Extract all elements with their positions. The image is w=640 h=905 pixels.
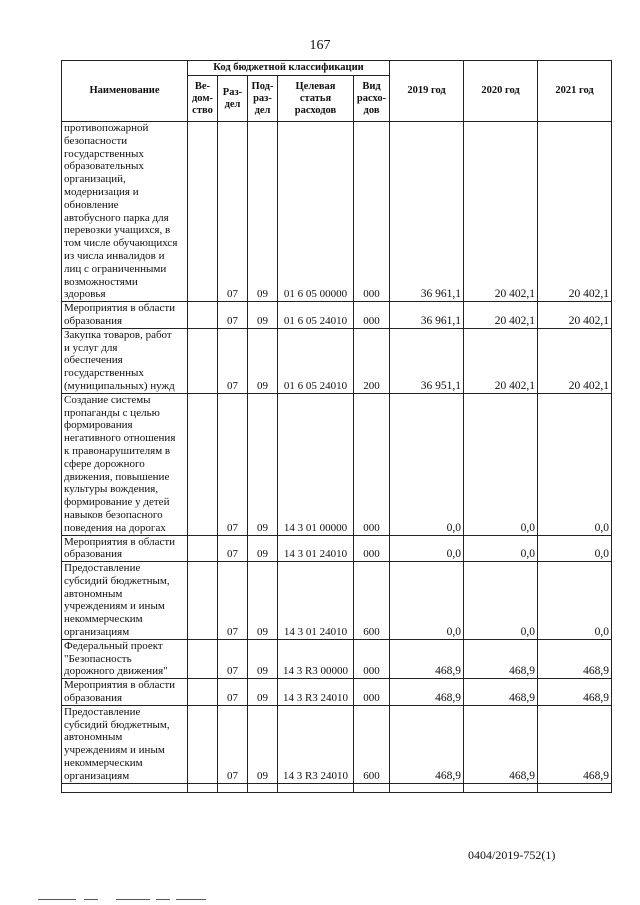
row-target: 14 3 R3 24010 [278,705,354,783]
empty-cell [218,783,248,792]
header-expense-type: Вид расхо- дов [354,76,390,122]
row-name: Предоставление субсидий бюджетным, автономным учреждениям и иным некоммерческим организациям [62,705,188,783]
row-target: 01 6 05 24010 [278,328,354,393]
row-value-2020: 0,0 [464,393,538,535]
row-expense-type: 000 [354,639,390,678]
row-subsection: 09 [248,639,278,678]
row-department [188,122,218,302]
row-subsection: 09 [248,328,278,393]
footer-mark [156,899,170,900]
table-row [62,535,612,562]
row-name: Мероприятия в области образования [62,535,188,562]
table-row [62,122,612,302]
row-name: противопожарной безопасности государственных образовательных организаций, модернизация и обновление автобусного парка для перевозки учащихся, в том числе обучающихся из числа инвалидов и лиц с ограниченными возможностями здоровья [62,122,188,302]
row-value-2021: 20 402,1 [538,122,612,302]
row-department [188,705,218,783]
row-value-2021: 20 402,1 [538,302,612,329]
row-target: 14 3 01 24010 [278,535,354,562]
row-expense-type: 000 [354,302,390,329]
empty-cell [390,783,464,792]
row-department [188,679,218,706]
row-expense-type: 000 [354,535,390,562]
row-department [188,328,218,393]
empty-cell [354,783,390,792]
row-department [188,639,218,678]
row-value-2021: 468,9 [538,679,612,706]
row-value-2020: 468,9 [464,639,538,678]
row-value-2021: 0,0 [538,393,612,535]
row-value-2020: 0,0 [464,562,538,640]
header-subsection: Под- раз- дел [248,76,278,122]
footer-mark [116,899,150,900]
row-target: 14 3 R3 24010 [278,679,354,706]
row-department [188,302,218,329]
row-target: 01 6 05 24010 [278,302,354,329]
row-section: 07 [218,705,248,783]
row-expense-type: 000 [354,122,390,302]
header-code-group: Код бюджетной классификации [188,61,390,76]
row-section: 07 [218,328,248,393]
table-row [62,328,612,393]
row-value-2019: 468,9 [390,679,464,706]
row-section: 07 [218,535,248,562]
row-expense-type: 000 [354,393,390,535]
row-name: Создание системы пропаганды с целью формирования негативного отношения к правонарушителям в сфере дорожного движения, повышение культуры вождения, формирование у детей навыков безопасного поведения на дорогах [62,393,188,535]
row-subsection: 09 [248,393,278,535]
header-section: Раз- дел [218,76,248,122]
row-section: 07 [218,302,248,329]
row-value-2020: 20 402,1 [464,328,538,393]
empty-cell [188,783,218,792]
table-filler-row [62,783,612,792]
header-2019: 2019 год [390,61,464,122]
row-value-2020: 0,0 [464,535,538,562]
row-subsection: 09 [248,562,278,640]
row-name: Мероприятия в области образования [62,679,188,706]
row-expense-type: 000 [354,679,390,706]
row-section: 07 [218,639,248,678]
row-subsection: 09 [248,122,278,302]
header-target: Целевая статья расходов [278,76,354,122]
row-target: 14 3 01 00000 [278,393,354,535]
empty-cell [62,783,188,792]
row-name: Федеральный проект "Безопасность дорожного движения" [62,639,188,678]
row-target: 01 6 05 00000 [278,122,354,302]
row-section: 07 [218,393,248,535]
row-value-2021: 468,9 [538,639,612,678]
empty-cell [464,783,538,792]
row-value-2021: 0,0 [538,535,612,562]
row-name: Мероприятия в области образования [62,302,188,329]
header-2021: 2021 год [538,61,612,122]
row-value-2020: 468,9 [464,705,538,783]
table-row [62,302,612,329]
row-expense-type: 600 [354,705,390,783]
row-target: 14 3 01 24010 [278,562,354,640]
header-name: Наименование [62,61,188,122]
row-subsection: 09 [248,705,278,783]
row-target: 14 3 R3 00000 [278,639,354,678]
row-value-2021: 468,9 [538,705,612,783]
footer-mark [176,899,206,900]
row-subsection: 09 [248,679,278,706]
row-department [188,393,218,535]
table-row [62,679,612,706]
row-name: Закупка товаров, работ и услуг для обеспечения государственных (муниципальных) нужд [62,328,188,393]
empty-cell [538,783,612,792]
row-value-2020: 20 402,1 [464,122,538,302]
row-expense-type: 600 [354,562,390,640]
row-section: 07 [218,122,248,302]
table-body [62,122,612,793]
row-value-2021: 20 402,1 [538,328,612,393]
row-value-2019: 0,0 [390,562,464,640]
row-name: Предоставление субсидий бюджетным, автономным учреждениям и иным некоммерческим организациям [62,562,188,640]
row-value-2021: 0,0 [538,562,612,640]
row-value-2019: 468,9 [390,705,464,783]
row-expense-type: 200 [354,328,390,393]
row-department [188,562,218,640]
empty-cell [248,783,278,792]
empty-cell [278,783,354,792]
row-department [188,535,218,562]
row-value-2020: 468,9 [464,679,538,706]
row-value-2020: 20 402,1 [464,302,538,329]
header-2020: 2020 год [464,61,538,122]
document-code: 0404/2019-752(1) [468,848,556,862]
header-department: Ве- дом- ство [188,76,218,122]
page-number: 167 [309,38,331,53]
table-row [62,393,612,535]
row-value-2019: 36 961,1 [390,122,464,302]
row-value-2019: 468,9 [390,639,464,678]
row-subsection: 09 [248,302,278,329]
row-section: 07 [218,679,248,706]
table-row [62,562,612,640]
footer-mark [38,899,76,900]
row-value-2019: 0,0 [390,393,464,535]
row-value-2019: 0,0 [390,535,464,562]
row-value-2019: 36 951,1 [390,328,464,393]
table-row [62,639,612,678]
row-section: 07 [218,562,248,640]
budget-table [61,60,612,793]
row-value-2019: 36 961,1 [390,302,464,329]
footer-mark [84,899,98,900]
row-subsection: 09 [248,535,278,562]
table-row [62,705,612,783]
